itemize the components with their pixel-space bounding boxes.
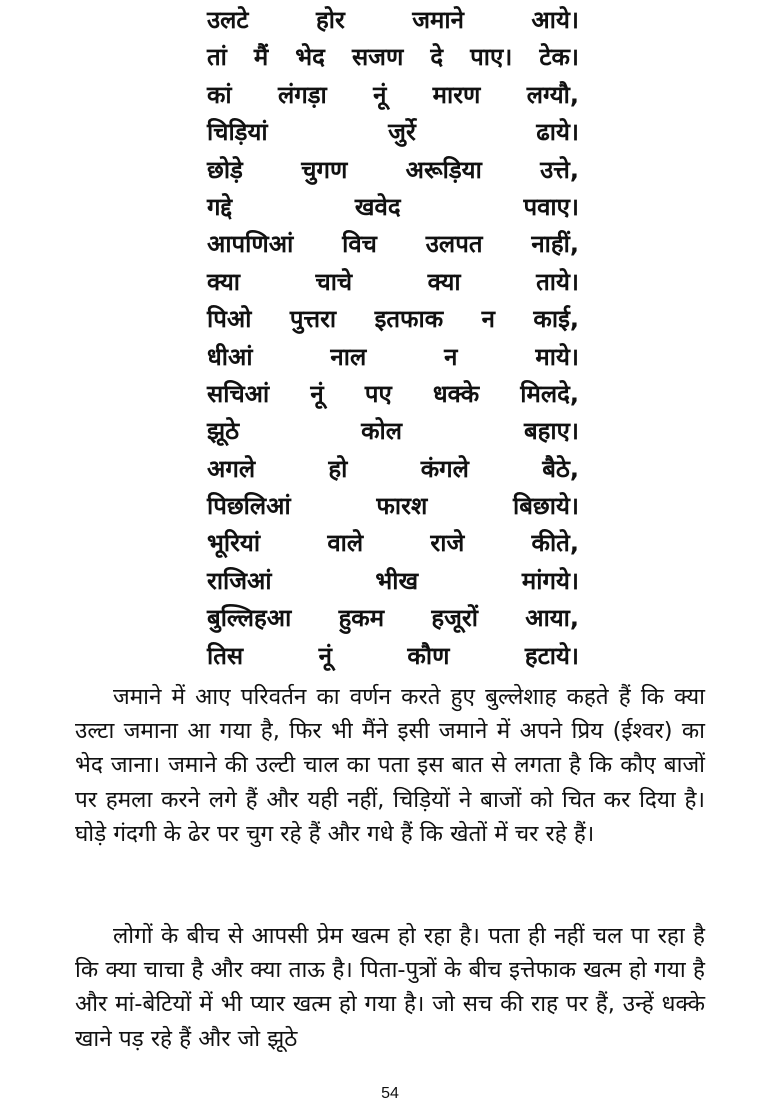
- poem-word: ढाये।: [536, 118, 579, 147]
- poem-word: भेद: [295, 43, 325, 72]
- poem-word: काई,: [533, 305, 579, 334]
- poem-word: पुत्तरा: [289, 305, 337, 334]
- poem-word: कंगले: [420, 454, 469, 483]
- poem-word: विच: [342, 230, 377, 259]
- poem-word: उलटे: [207, 6, 249, 34]
- poem-word: कौण: [407, 641, 450, 670]
- poem-word: तिस: [207, 641, 244, 670]
- commentary-paragraph-1: जमाने में आए परिवर्तन का वर्णन करते हुए बुल्लेशाह कहते हैं कि क्या उल्टा जमाना आ गया है, फिर भी मैंने इसी जमाने में अपने प्रिय (ईश्वर) का भेद जाना। जमाने की उल्टी चाल का पता इस बात से लगता है कि कौए बाजों पर हमला करने लगे हैं और यही नहीं, चिड़ियों ने बाजों को चित कर दिया है। घोड़े गंदगी के ढेर पर चुग रहे हैं और गधे हैं कि खेतों में चर रहे हैं।: [75, 684, 705, 847]
- poem-word: कोल: [361, 417, 402, 446]
- poem-word: राजिआं: [207, 566, 272, 595]
- poem-word: न: [481, 305, 495, 334]
- poem-word: उत्ते,: [540, 155, 579, 184]
- poem-word: बिछाये।: [513, 492, 579, 521]
- poem-word: जमाने: [412, 6, 464, 34]
- poem-word: पिछलिआं: [207, 492, 291, 521]
- poem-word: माये।: [535, 342, 579, 371]
- poem-word: पए: [364, 379, 392, 408]
- poem-line: [207, 451, 579, 488]
- poem-word: नाल: [330, 342, 367, 371]
- poem-line: [207, 638, 579, 675]
- poem-word: लग्यौ,: [526, 80, 579, 109]
- poem-word: चाचे: [315, 267, 353, 296]
- poem-word: क्या: [427, 267, 461, 296]
- poem-word: नाहीं,: [531, 230, 579, 259]
- poem-word: टेक।: [539, 43, 579, 72]
- poem-word: ताये।: [536, 267, 579, 296]
- poem-word: लंगड़ा: [277, 80, 327, 109]
- poem-block: [207, 2, 579, 675]
- poem-line: [207, 376, 579, 413]
- poem-word: न: [444, 342, 458, 371]
- poem-word: तां: [207, 43, 227, 72]
- poem-line: [207, 189, 579, 226]
- poem-word: होर: [316, 6, 345, 34]
- poem-word: धक्के: [432, 379, 480, 408]
- page-number: 54: [381, 1085, 399, 1102]
- poem-word: अगले: [207, 454, 256, 483]
- poem-word: भूरियां: [207, 529, 261, 558]
- poem-word: इतफाक: [374, 305, 444, 334]
- poem-word: बुल्लिहआ: [207, 604, 292, 633]
- poem-word: कां: [207, 80, 232, 109]
- poem-word: बैठे,: [542, 454, 579, 483]
- poem-line: [207, 226, 579, 263]
- poem-word: आपणिआं: [207, 230, 294, 259]
- poem-word: चिड़ियां: [207, 118, 268, 147]
- poem-word: गद्दे: [207, 192, 233, 221]
- poem-word: जुर्रे: [388, 118, 416, 147]
- poem-line: [207, 77, 579, 114]
- poem-word: खवेद: [354, 192, 401, 221]
- poem-line: [207, 39, 579, 76]
- poem-line: [207, 563, 579, 600]
- poem-line: [207, 152, 579, 189]
- poem-word: छोड़े: [207, 155, 243, 184]
- commentary-paragraph-2: लोगों के बीच से आपसी प्रेम खत्म हो रहा है। पता ही नहीं चल पा रहा है कि क्या चाचा है और क्या ताऊ है। पिता-पुत्रों के बीच इत्तेफाक खत्म हो गया है और मां-बेटियों में भी प्यार खत्म हो गया है। जो सच की राह पर हैं, उन्हें धक्के खाने पड़ रहे हैं और जो झूठे: [75, 923, 705, 1052]
- poem-word: धीआं: [207, 342, 253, 371]
- poem-word: अरूड़िया: [405, 155, 482, 184]
- poem-line: [207, 264, 579, 301]
- poem-line: [207, 413, 579, 450]
- poem-word: सजण: [351, 43, 404, 72]
- poem-line: [207, 525, 579, 562]
- poem-line: [207, 339, 579, 376]
- poem-word: राजे: [430, 529, 465, 558]
- poem-word: पिओ: [207, 305, 252, 334]
- poem-word: हुकम: [338, 604, 385, 633]
- poem-word: आये।: [531, 6, 579, 34]
- poem-word: मिलदे,: [520, 379, 579, 408]
- poem-line: [207, 301, 579, 338]
- poem-word: कीते,: [531, 529, 579, 558]
- poem-word: फारश: [376, 492, 428, 521]
- poem-line: [207, 114, 579, 151]
- poem-word: पवाए।: [523, 192, 579, 221]
- poem-word: झूठे: [207, 417, 240, 446]
- poem-word: नूं: [318, 641, 332, 670]
- poem-word: सचिआं: [207, 379, 270, 408]
- poem-word: दे: [430, 43, 444, 72]
- poem-word: हटाये।: [524, 641, 579, 670]
- poem-word: हजूरों: [431, 604, 478, 633]
- poem-word: हो: [328, 454, 348, 483]
- poem-word: मांगये।: [521, 566, 579, 595]
- poem-line: [207, 488, 579, 525]
- poem-word: भीख: [375, 566, 419, 595]
- poem-line: [207, 600, 579, 637]
- poem-word: बहाए।: [523, 417, 579, 446]
- poem-word: मारण: [432, 80, 481, 109]
- poem-word: उलपत: [425, 230, 483, 259]
- poem-word: चुगण: [301, 155, 348, 184]
- poem-word: क्या: [207, 267, 240, 296]
- poem-word: वाले: [327, 529, 364, 558]
- poem-word: मैं: [253, 43, 269, 72]
- poem-word: आया,: [525, 604, 579, 633]
- poem-line: [207, 2, 579, 39]
- poem-word: नूं: [373, 80, 387, 109]
- poem-word: नूं: [310, 379, 324, 408]
- poem-word: पाए।: [470, 43, 513, 72]
